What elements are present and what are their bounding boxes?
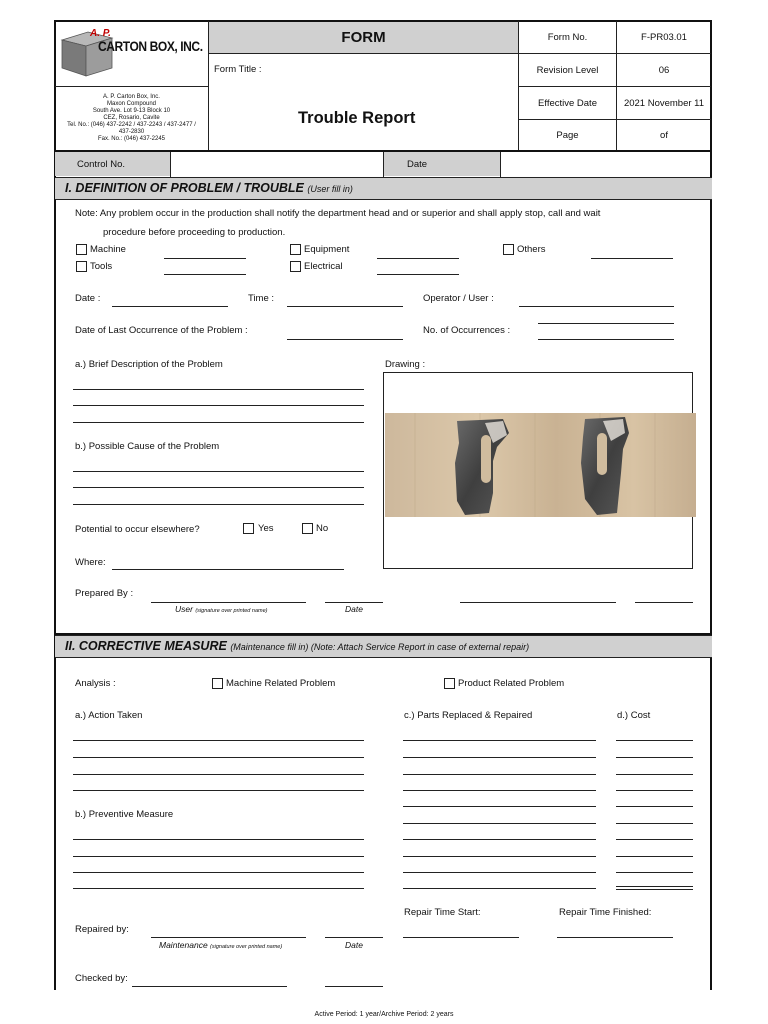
checked-by-date-line[interactable] — [325, 986, 383, 987]
section-1-number: I. DEFINITION OF PROBLEM / TROUBLE — [65, 181, 304, 195]
form-no-label: Form No. — [547, 32, 588, 43]
note-text: Note: Any problem occur in the production shall notify the department head and or superior and shall apply stop, call and wait — [75, 208, 601, 219]
parts-line[interactable] — [403, 806, 596, 807]
drawing-label: Drawing : — [385, 359, 426, 370]
description-line[interactable] — [73, 389, 364, 390]
address-line: Tel. No.: (046) 437-2242 / 437-2243 / 437-2477 / — [67, 122, 196, 128]
control-no-label: Control No. — [77, 159, 126, 170]
prepared-by-signature-line[interactable] — [151, 602, 306, 603]
effective-date-value: 2021 November 11 — [623, 97, 705, 109]
repaired-by-signature-line[interactable] — [151, 937, 306, 938]
company-name: CARTON BOX, INC. — [98, 38, 203, 54]
machine-label: Machine — [90, 244, 126, 255]
section-2-subtitle: (Maintenance fill in) (Note: Attach Service Report in case of external repair) — [230, 642, 530, 652]
repaired-by-label: Repaired by: — [75, 924, 129, 935]
user-label — [175, 604, 267, 614]
possible-cause-label: b.) Possible Cause of the Problem — [75, 441, 220, 452]
others-line[interactable] — [591, 258, 673, 259]
prepared-extra-line[interactable] — [635, 602, 693, 603]
signature-note: (signature over printed name) — [195, 608, 268, 614]
prepared-extra-line[interactable] — [460, 602, 616, 603]
repair-start-label: Repair Time Start: — [404, 907, 481, 918]
action-line[interactable] — [73, 774, 364, 775]
tools-line[interactable] — [164, 274, 246, 275]
last-occurrence-label: Date of Last Occurrence of the Problem : — [75, 325, 248, 336]
cause-line[interactable] — [73, 487, 364, 488]
description-line[interactable] — [73, 405, 364, 406]
section-2-number: II. CORRECTIVE MEASURE — [65, 639, 227, 653]
checked-by-label: Checked by: — [75, 973, 128, 984]
control-row-shade — [383, 152, 500, 176]
equipment-label: Equipment — [304, 244, 350, 255]
date-label: Date : — [75, 293, 101, 304]
company-address — [56, 94, 207, 143]
yes-label: Yes — [258, 523, 274, 534]
repair-start-line[interactable] — [403, 937, 519, 938]
machine-line[interactable] — [164, 258, 246, 259]
revision-label: Revision Level — [536, 64, 599, 76]
operator-label: Operator / User : — [423, 293, 494, 304]
control-date-field[interactable] — [501, 153, 711, 176]
electrical-checkbox[interactable] — [290, 261, 301, 272]
cost-line[interactable] — [616, 856, 693, 857]
analysis-label: Analysis : — [75, 678, 116, 689]
parts-line[interactable] — [403, 774, 596, 775]
yes-checkbox[interactable] — [243, 523, 254, 534]
no-occurrences-line[interactable] — [538, 339, 674, 340]
section-1-header — [55, 177, 712, 200]
preventive-measure-label: b.) Preventive Measure — [75, 809, 174, 820]
cost-total-line[interactable] — [616, 886, 693, 887]
cost-line[interactable] — [616, 839, 693, 840]
page-label: Page — [556, 129, 579, 141]
no-occurrences-line[interactable] — [538, 323, 674, 324]
address-line: Fax. No.: (046) 437-2245 — [97, 136, 166, 142]
equipment-checkbox[interactable] — [290, 244, 301, 255]
time-label: Time : — [248, 293, 275, 304]
parts-line[interactable] — [403, 888, 596, 889]
maintenance-text: Maintenance — [159, 940, 208, 950]
parts-line[interactable] — [403, 757, 596, 758]
cost-line[interactable] — [616, 757, 693, 758]
others-checkbox[interactable] — [503, 244, 514, 255]
control-no-field[interactable] — [171, 153, 382, 176]
prepared-by-date-line[interactable] — [325, 602, 383, 603]
form-title: Trouble Report — [298, 109, 416, 127]
machine-checkbox[interactable] — [76, 244, 87, 255]
cost-line[interactable] — [616, 740, 693, 741]
header-divider — [55, 86, 208, 87]
where-line[interactable] — [112, 569, 344, 570]
checked-by-signature-line[interactable] — [132, 986, 287, 987]
footer-text: Active Period: 1 year/Archive Period: 2 years — [314, 1011, 454, 1018]
where-label: Where: — [75, 557, 106, 568]
prepared-date-label: Date — [345, 604, 363, 614]
tools-checkbox[interactable] — [76, 261, 87, 272]
revision-value: 06 — [658, 64, 670, 76]
repair-finish-label: Repair Time Finished: — [559, 907, 652, 918]
description-line[interactable] — [73, 422, 364, 423]
repaired-by-date-line[interactable] — [325, 937, 383, 938]
prepared-by-label: Prepared By : — [75, 588, 134, 599]
parts-line[interactable] — [403, 823, 596, 824]
preventive-line[interactable] — [73, 839, 364, 840]
address-line: A. P. Carton Box, Inc. — [103, 94, 160, 100]
no-checkbox[interactable] — [302, 523, 313, 534]
parts-line[interactable] — [403, 872, 596, 873]
product-related-label: Product Related Problem — [458, 678, 565, 689]
no-label: No — [316, 523, 329, 534]
operator-line[interactable] — [519, 306, 674, 307]
note-text: procedure before proceeding to production. — [103, 227, 286, 238]
form-banner: FORM — [209, 22, 518, 53]
cost-label: d.) Cost — [617, 710, 651, 721]
cause-line[interactable] — [73, 504, 364, 505]
cost-line[interactable] — [616, 774, 693, 775]
electrical-label: Electrical — [304, 261, 343, 272]
time-line[interactable] — [287, 306, 403, 307]
drawing-photo — [385, 413, 696, 517]
cost-line[interactable] — [616, 806, 693, 807]
control-divider — [383, 152, 384, 177]
action-taken-label: a.) Action Taken — [75, 710, 143, 721]
form-no-value: F-PR03.01 — [641, 32, 687, 43]
parts-replaced-label: c.) Parts Replaced & Repaired — [404, 710, 533, 721]
action-line[interactable] — [73, 757, 364, 758]
control-date-label: Date — [407, 159, 428, 170]
equipment-line[interactable] — [377, 258, 459, 259]
repair-finish-line[interactable] — [557, 937, 673, 938]
machine-related-checkbox[interactable] — [212, 678, 223, 689]
address-line: South Ave. Lot 9-13 Block 10 — [92, 108, 171, 114]
logo-ap-text: A. P. — [90, 28, 111, 39]
machine-related-label: Machine Related Problem — [226, 678, 336, 689]
address-line: 437-2830 — [118, 129, 145, 135]
brief-description-label: a.) Brief Description of the Problem — [75, 359, 223, 370]
potential-label: Potential to occur elsewhere? — [75, 524, 200, 535]
cost-line[interactable] — [616, 872, 693, 873]
electrical-line[interactable] — [377, 274, 459, 275]
company-logo — [58, 26, 208, 82]
section-2-header — [55, 635, 712, 658]
no-occurrences-label: No. of Occurrences : — [423, 325, 511, 336]
cost-line[interactable] — [616, 790, 693, 791]
parts-line[interactable] — [403, 856, 596, 857]
address-line: Maxon Compound — [106, 101, 157, 107]
cost-total-line[interactable] — [616, 889, 693, 890]
cost-line[interactable] — [616, 823, 693, 824]
parts-line[interactable] — [403, 790, 596, 791]
section-1-subtitle: (User fill in) — [307, 184, 353, 194]
preventive-line[interactable] — [73, 872, 364, 873]
repaired-date-label: Date — [345, 940, 363, 950]
date-line[interactable] — [112, 306, 228, 307]
others-label: Others — [517, 244, 546, 255]
action-line[interactable] — [73, 740, 364, 741]
section-1-title — [65, 181, 353, 195]
broken-parts-photo — [385, 413, 696, 517]
cause-line[interactable] — [73, 471, 364, 472]
preventive-line[interactable] — [73, 856, 364, 857]
form-title-label: Form Title : — [214, 64, 262, 75]
tools-label: Tools — [90, 261, 113, 272]
section-2-title — [65, 639, 529, 653]
address-line: CEZ, Rosario, Cavite — [103, 115, 160, 121]
parts-line[interactable] — [403, 839, 596, 840]
effective-date-label: Effective Date — [538, 97, 597, 109]
maintenance-label — [159, 940, 282, 950]
signature-note: (signature over printed name) — [210, 944, 283, 950]
preventive-line[interactable] — [73, 888, 364, 889]
product-related-checkbox[interactable] — [444, 678, 455, 689]
action-line[interactable] — [73, 790, 364, 791]
user-text: User — [175, 604, 193, 614]
page-value: of — [660, 129, 668, 141]
last-occurrence-line[interactable] — [287, 339, 403, 340]
parts-line[interactable] — [403, 740, 596, 741]
